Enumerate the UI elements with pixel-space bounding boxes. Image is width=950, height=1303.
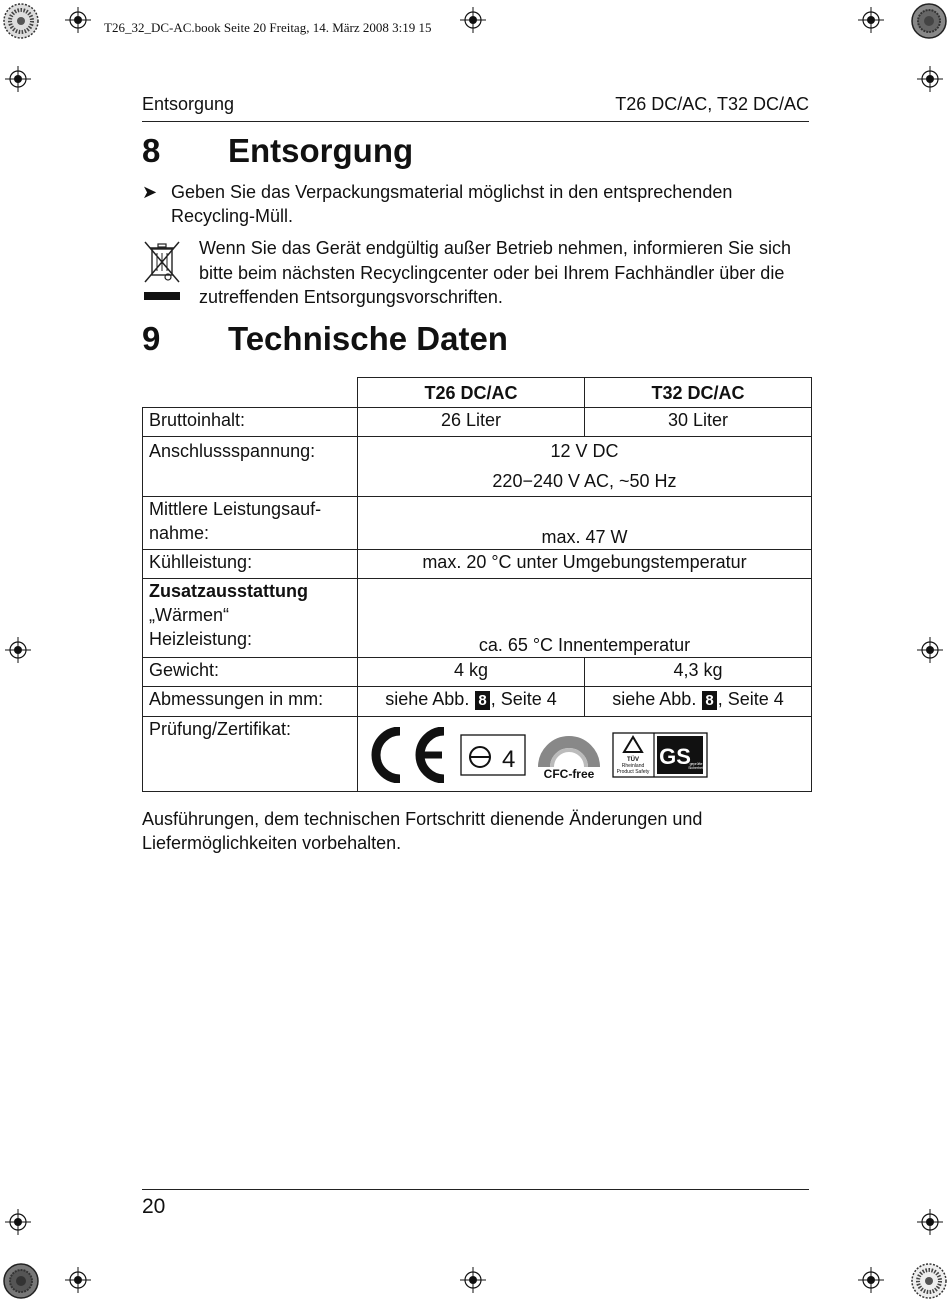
section-number: 9 bbox=[142, 320, 161, 357]
cell-value: 30 Liter bbox=[585, 408, 812, 437]
e-mark-icon bbox=[460, 734, 526, 782]
disposal-note-text: Wenn Sie das Gerät endgültig außer Betrieb nehmen, informieren Sie sich bitte beim nächsten Recyclingcenter oder bei Ihrem Fachhändler über die zutreffenden Entsorgungsvorschriften. bbox=[199, 238, 791, 307]
row-label: Abmessungen in mm: bbox=[143, 687, 358, 717]
registration-mark-icon bbox=[858, 7, 884, 33]
figure-number-badge: 8 bbox=[475, 691, 489, 710]
gs-label: GS bbox=[659, 744, 691, 769]
registration-mark-icon bbox=[917, 1209, 943, 1235]
voltage-dc: 12 V DC bbox=[550, 441, 619, 461]
registration-mark-icon bbox=[460, 7, 486, 33]
cell-value: 4 kg bbox=[358, 658, 585, 687]
tuv-label: Rheinland bbox=[621, 763, 645, 769]
cell-value bbox=[358, 437, 812, 497]
section-title: Entsorgung bbox=[228, 132, 414, 169]
running-header bbox=[142, 94, 809, 115]
header-product-name: T26 DC/AC, T32 DC/AC bbox=[615, 94, 809, 114]
instruction-item bbox=[142, 180, 809, 228]
figure-reference-suffix: , Seite 4 bbox=[717, 689, 784, 709]
table-row bbox=[143, 408, 812, 437]
table-header-row bbox=[143, 378, 812, 408]
tuv-gs-icon bbox=[612, 732, 708, 784]
table-corner-cell bbox=[143, 378, 358, 408]
row-label: Prüfung/Zertifikat: bbox=[143, 717, 358, 792]
table-row bbox=[143, 717, 812, 792]
row-label: Anschlussspannung: bbox=[143, 437, 358, 497]
registration-mark-icon bbox=[858, 1267, 884, 1293]
section-title: Technische Daten bbox=[228, 320, 508, 357]
cfc-free-label: CFC-free bbox=[543, 767, 595, 781]
row-label-line: Mittlere Leistungsauf- bbox=[149, 499, 322, 519]
figure-reference-prefix: siehe Abb. bbox=[612, 689, 697, 709]
cell-value: max. 47 W bbox=[358, 497, 812, 550]
printer-color-disc-icon bbox=[2, 2, 40, 40]
row-label-line: Heizleistung: bbox=[149, 629, 253, 649]
voltage-ac: 220−240 V AC, ~50 Hz bbox=[492, 471, 677, 491]
row-label bbox=[143, 497, 358, 550]
column-header-t26: T26 DC/AC bbox=[358, 378, 585, 408]
certification-logos-cell bbox=[358, 717, 812, 792]
gs-small-label: geprüfte bbox=[689, 762, 703, 766]
row-label bbox=[143, 579, 358, 658]
table-row bbox=[143, 550, 812, 579]
header-section-title: Entsorgung bbox=[142, 94, 235, 114]
disposal-note bbox=[142, 236, 812, 310]
page-number: 20 bbox=[142, 1195, 166, 1218]
table-row bbox=[143, 687, 812, 717]
cfc-free-icon bbox=[536, 727, 602, 789]
registration-mark-icon bbox=[65, 1267, 91, 1293]
certification-logos bbox=[364, 717, 805, 789]
table-row bbox=[143, 579, 812, 658]
header-rule bbox=[142, 121, 809, 122]
cell-value: 4,3 kg bbox=[585, 658, 812, 687]
registration-mark-icon bbox=[5, 66, 31, 92]
table-row bbox=[143, 437, 812, 497]
cell-value bbox=[358, 687, 585, 717]
printer-color-disc-icon bbox=[910, 1262, 948, 1300]
registration-mark-icon bbox=[917, 637, 943, 663]
section-heading-technische-daten bbox=[142, 320, 508, 358]
row-label-line: „Wärmen“ bbox=[149, 605, 229, 625]
crossed-out-wheelie-bin-icon bbox=[142, 236, 199, 310]
column-header-t32: T32 DC/AC bbox=[585, 378, 812, 408]
tuv-label: Product Safety bbox=[616, 769, 650, 775]
section-number: 8 bbox=[142, 132, 161, 169]
row-label: Gewicht: bbox=[143, 658, 358, 687]
instruction-text: Geben Sie das Verpackungsmaterial möglichst in den entsprechenden Recycling-Müll. bbox=[171, 182, 733, 226]
table-row bbox=[143, 497, 812, 550]
figure-reference-suffix: , Seite 4 bbox=[490, 689, 557, 709]
cell-value: 26 Liter bbox=[358, 408, 585, 437]
gs-small-label: Sicherheit bbox=[688, 766, 704, 770]
cell-value bbox=[585, 687, 812, 717]
registration-mark-icon bbox=[5, 637, 31, 663]
row-label-line: Zusatzausstattung bbox=[149, 581, 309, 601]
table-row bbox=[143, 658, 812, 687]
registration-mark-icon bbox=[65, 7, 91, 33]
tuv-label: TÜV bbox=[627, 757, 639, 763]
e-mark-number: 4 bbox=[502, 746, 516, 773]
row-label-line: nahme: bbox=[149, 523, 210, 543]
row-label: Bruttoinhalt: bbox=[143, 408, 358, 437]
ce-mark-icon bbox=[364, 727, 450, 789]
technical-data-table bbox=[142, 377, 812, 792]
registration-mark-icon bbox=[5, 1209, 31, 1235]
cell-value: ca. 65 °C Innentemperatur bbox=[358, 579, 812, 658]
footnote: Ausführungen, dem technischen Fortschritt dienende Änderungen und Liefermöglichkeiten vorbehalten. bbox=[142, 809, 703, 853]
arrow-bullet-icon: ➤ bbox=[142, 182, 158, 202]
printer-color-disc-icon bbox=[910, 2, 948, 40]
section-heading-entsorgung bbox=[142, 132, 413, 170]
row-label: Kühlleistung: bbox=[143, 550, 358, 579]
footer-rule bbox=[142, 1189, 809, 1190]
figure-number-badge: 8 bbox=[702, 691, 716, 710]
figure-reference-prefix: siehe Abb. bbox=[385, 689, 470, 709]
registration-mark-icon bbox=[917, 66, 943, 92]
registration-mark-icon bbox=[460, 1267, 486, 1293]
printer-color-disc-icon bbox=[2, 1262, 40, 1300]
cell-value: max. 20 °C unter Umgebungstemperatur bbox=[358, 550, 812, 579]
print-slug: T26_32_DC-AC.book Seite 20 Freitag, 14. März 2008 3:19 15 bbox=[104, 20, 432, 35]
